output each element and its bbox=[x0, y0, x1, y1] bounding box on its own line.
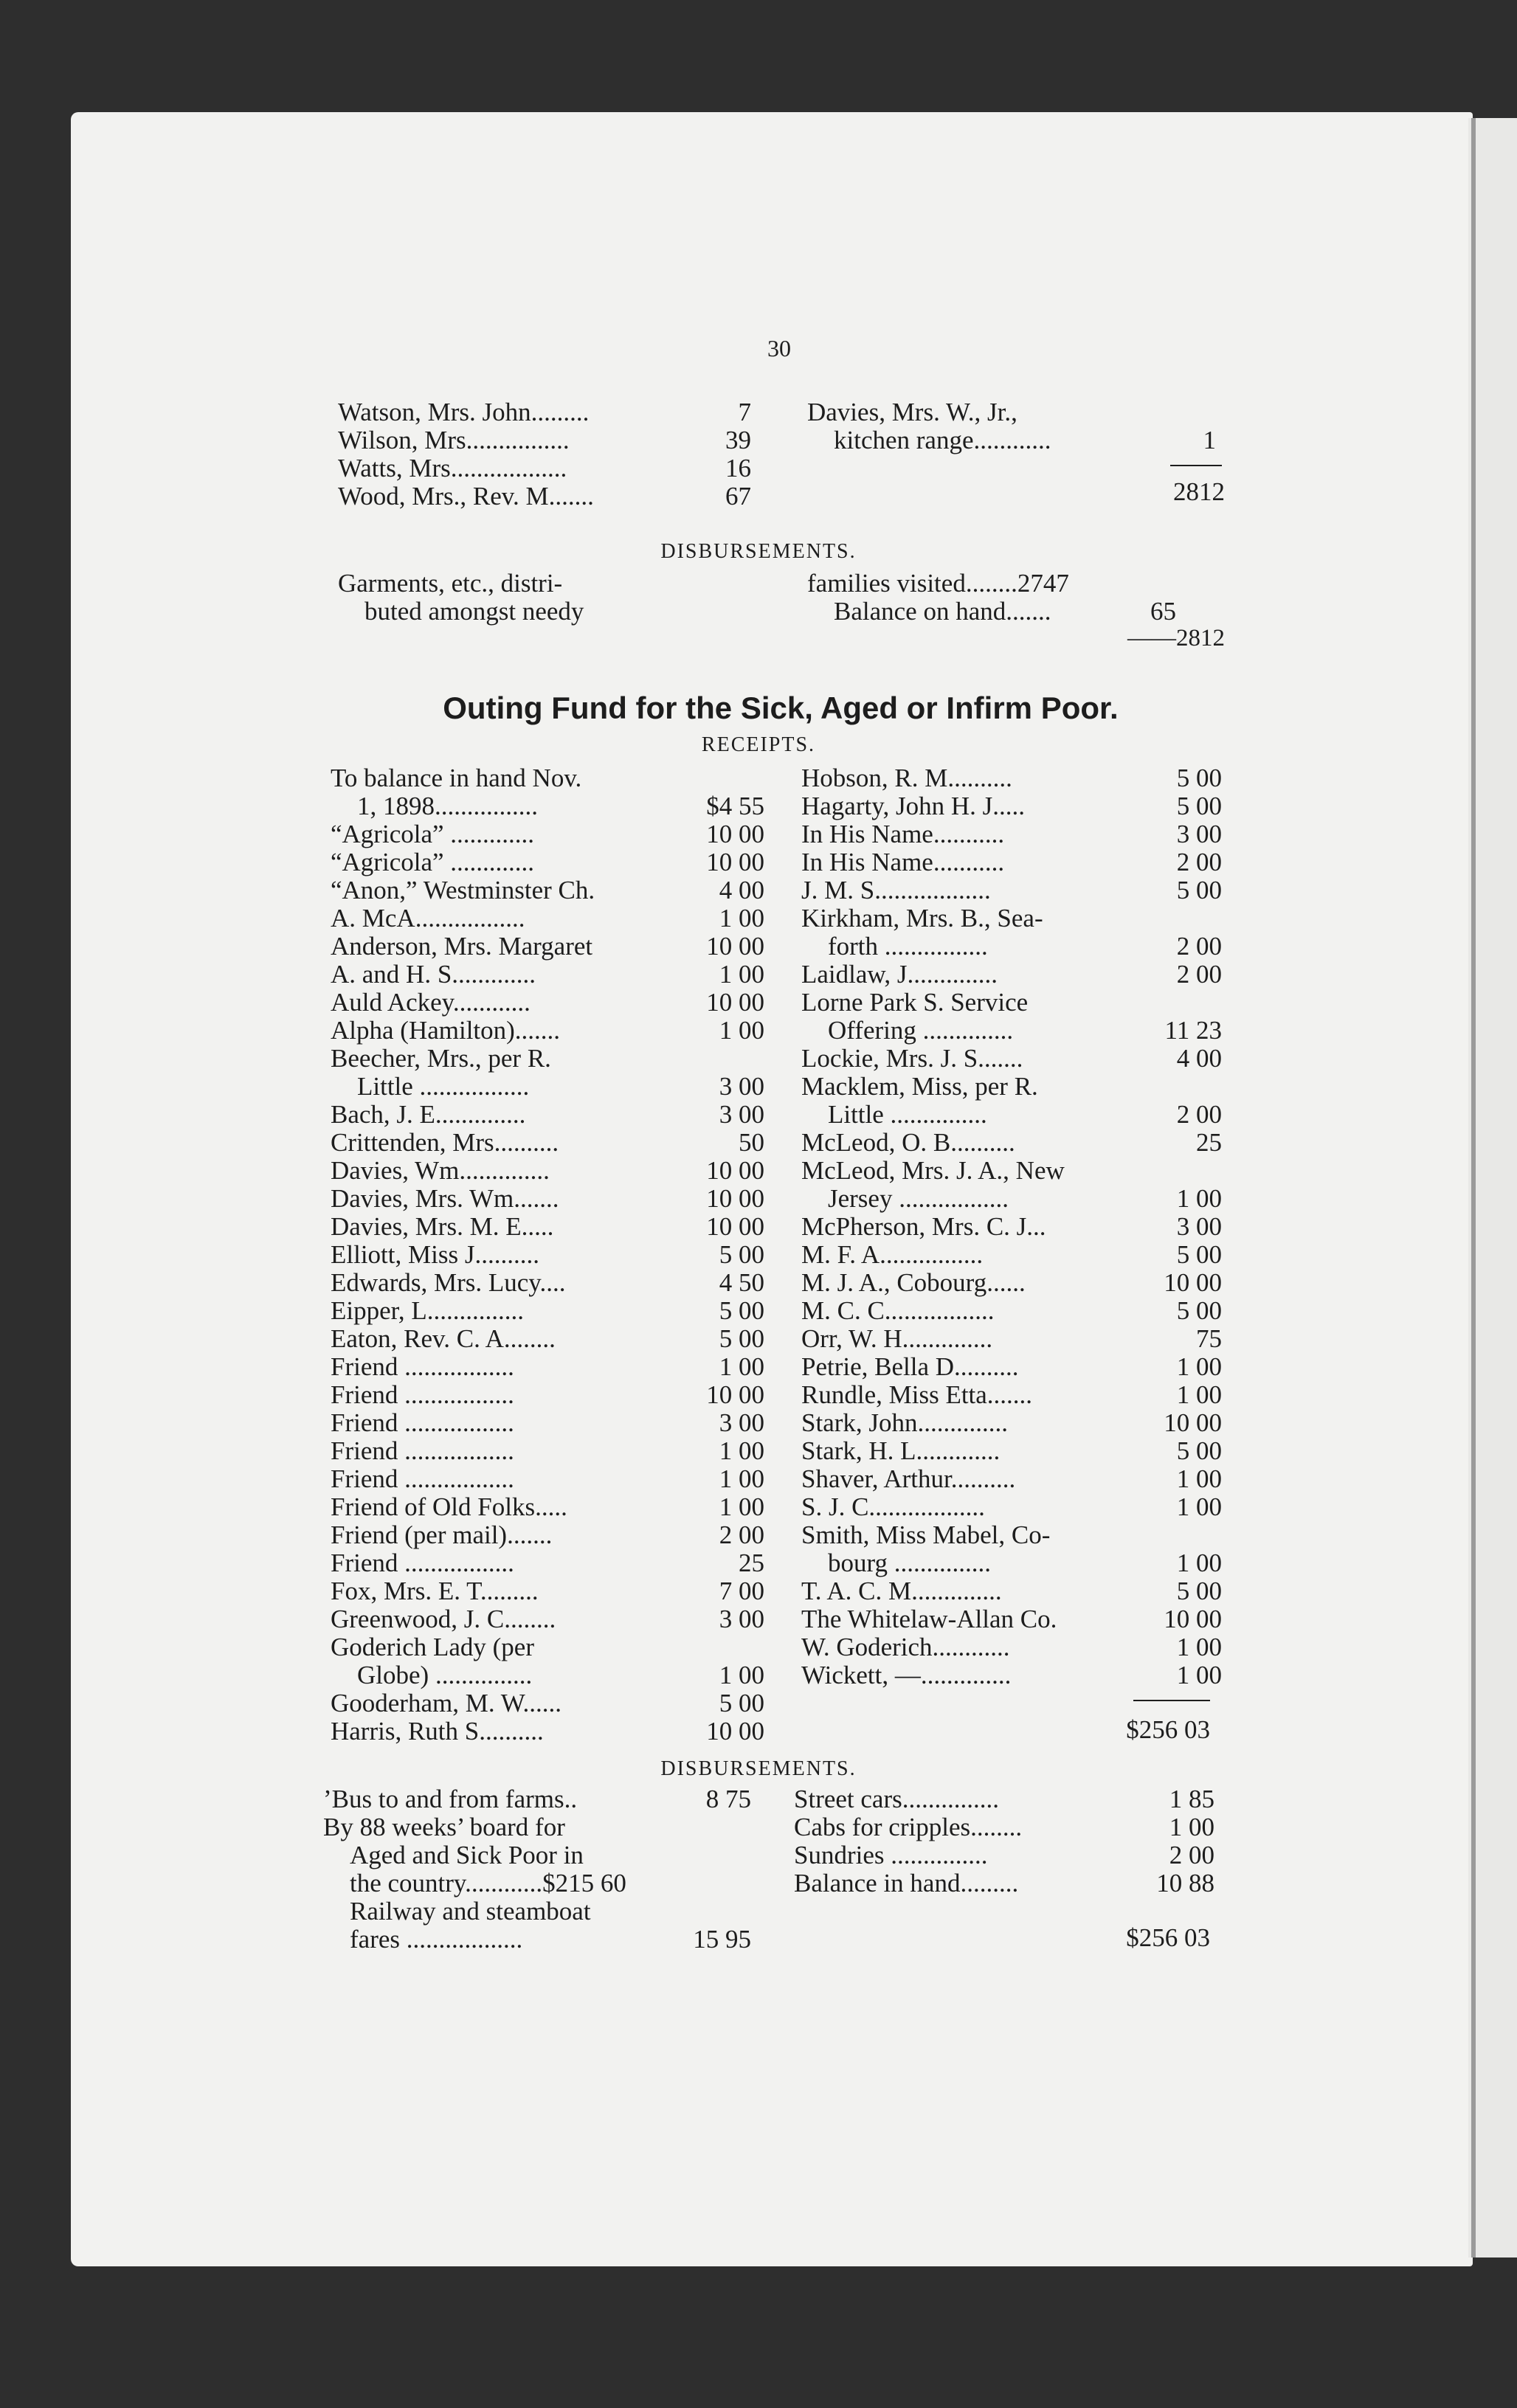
entry-amount: 11 23 bbox=[1164, 1016, 1222, 1045]
entry-name: Stark, H. L............. bbox=[801, 1437, 1001, 1465]
receipt-row bbox=[357, 1661, 764, 1689]
entry-name: Greenwood, J. C........ bbox=[331, 1605, 556, 1633]
page-number: 30 bbox=[767, 335, 791, 361]
entry-name: Wilson, Mrs................ bbox=[338, 426, 570, 454]
entry-name: Railway and steamboat bbox=[350, 1897, 591, 1926]
entry-amount: 3 00 bbox=[1176, 1212, 1222, 1241]
entry-amount: 1 00 bbox=[719, 960, 764, 989]
receipt-row bbox=[331, 820, 764, 848]
entry-amount: 7 bbox=[738, 398, 751, 426]
entry-amount: 1 00 bbox=[1176, 1464, 1222, 1493]
entry-name: McLeod, Mrs. J. A., New bbox=[801, 1157, 1065, 1185]
receipt-row bbox=[801, 1493, 1222, 1521]
receipt-row bbox=[331, 1605, 764, 1633]
contributor-row bbox=[834, 426, 1216, 454]
receipt-row bbox=[801, 1409, 1222, 1437]
entry-name: Bach, J. E.............. bbox=[331, 1101, 526, 1129]
entry-amount: 1 00 bbox=[1176, 1661, 1222, 1689]
entry-amount: 75 bbox=[1196, 1324, 1222, 1353]
entry-amount: 10 00 bbox=[706, 820, 764, 848]
entry-name: The Whitelaw-Allan Co. bbox=[801, 1605, 1057, 1633]
receipt-row bbox=[828, 1185, 1222, 1213]
receipt-row bbox=[801, 876, 1222, 904]
entry-name: Little ............... bbox=[828, 1101, 987, 1129]
entry-name: 1, 1898................ bbox=[357, 792, 538, 820]
entry-amount: 2 00 bbox=[719, 1520, 764, 1549]
receipt-row bbox=[801, 1241, 1222, 1269]
receipt-row bbox=[331, 1409, 764, 1437]
entry-name: Beecher, Mrs., per R. bbox=[331, 1045, 551, 1073]
entry-amount: 10 00 bbox=[706, 1156, 764, 1185]
entry-amount: 3 00 bbox=[719, 1100, 764, 1129]
receipt-row bbox=[801, 904, 1222, 933]
entry-name: Hobson, R. M.......... bbox=[801, 764, 1012, 792]
receipt-row bbox=[801, 1213, 1222, 1241]
receipt-row bbox=[801, 1605, 1222, 1633]
entry-amount: 15 95 bbox=[693, 1925, 751, 1954]
entry-amount: 7 00 bbox=[719, 1577, 764, 1605]
receipt-row bbox=[331, 1521, 764, 1549]
entry-name: Wood, Mrs., Rev. M....... bbox=[338, 482, 594, 511]
entry-name: the country............$215 60 bbox=[350, 1869, 626, 1897]
entry-name: M. F. A................ bbox=[801, 1241, 984, 1269]
entry-amount: 3 00 bbox=[1176, 820, 1222, 848]
receipt-row bbox=[801, 1297, 1222, 1325]
receipt-row bbox=[331, 876, 764, 904]
receipt-row bbox=[331, 989, 764, 1017]
entry-amount: 5 00 bbox=[719, 1324, 764, 1353]
disbursement-row bbox=[350, 1897, 751, 1926]
receipt-row bbox=[801, 989, 1222, 1017]
page-gutter bbox=[1471, 118, 1476, 2258]
receipt-row bbox=[801, 961, 1222, 989]
entry-amount: 39 bbox=[725, 426, 751, 454]
entry-name: Sundries ............... bbox=[794, 1841, 988, 1869]
receipt-row bbox=[331, 1297, 764, 1325]
entry-name: A. and H. S............. bbox=[331, 961, 536, 989]
entry-name: Lockie, Mrs. J. S....... bbox=[801, 1045, 1023, 1073]
entry-name: fares .................. bbox=[350, 1926, 523, 1954]
entry-amount: 10 00 bbox=[706, 1184, 764, 1213]
entry-amount: 2 00 bbox=[1176, 848, 1222, 876]
receipt-row bbox=[331, 1101, 764, 1129]
entry-name: Friend ................. bbox=[331, 1437, 514, 1465]
receipt-row bbox=[331, 848, 764, 876]
receipt-row bbox=[801, 848, 1222, 876]
receipt-row bbox=[331, 933, 764, 961]
disbursement-row bbox=[794, 1813, 1214, 1841]
entry-amount: 25 bbox=[739, 1549, 764, 1577]
entry-name: Street cars............... bbox=[794, 1785, 999, 1813]
receipts-total: $256 03 bbox=[1126, 1715, 1210, 1744]
receipt-row bbox=[828, 933, 1222, 961]
contributor-row bbox=[807, 398, 1216, 426]
receipt-row bbox=[828, 1017, 1222, 1045]
disbursement-row bbox=[794, 1785, 1214, 1813]
entry-amount: 10 00 bbox=[706, 988, 764, 1017]
receipt-row bbox=[801, 1521, 1222, 1549]
entry-name: Auld Ackey............ bbox=[331, 989, 531, 1017]
contributor-row bbox=[338, 482, 751, 511]
entry-name: Harris, Ruth S.......... bbox=[331, 1717, 544, 1746]
disbursement-row bbox=[807, 570, 1176, 598]
entry-name: S. J. C.................. bbox=[801, 1493, 985, 1521]
entry-name: Eaton, Rev. C. A........ bbox=[331, 1325, 556, 1353]
entry-amount: 25 bbox=[1196, 1128, 1222, 1157]
entry-name: Lorne Park S. Service bbox=[801, 989, 1029, 1017]
entry-amount: 4 50 bbox=[719, 1268, 764, 1297]
entry-name: Davies, Mrs. M. E..... bbox=[331, 1213, 554, 1241]
entry-name: Shaver, Arthur.......... bbox=[801, 1465, 1016, 1493]
entry-name: A. McA................. bbox=[331, 904, 525, 933]
entry-name: Friend ................. bbox=[331, 1381, 514, 1409]
receipt-row bbox=[357, 1073, 764, 1101]
entry-amount: 5 00 bbox=[719, 1689, 764, 1717]
disbursement-row bbox=[323, 1785, 751, 1813]
receipt-row bbox=[801, 1661, 1222, 1689]
book-page bbox=[71, 112, 1473, 2266]
entry-name: M. J. A., Cobourg...... bbox=[801, 1269, 1026, 1297]
entry-amount: 4 00 bbox=[1176, 1044, 1222, 1073]
entry-name: Little ................. bbox=[357, 1073, 530, 1101]
entry-name: Edwards, Mrs. Lucy.... bbox=[331, 1269, 566, 1297]
entry-amount: 10 88 bbox=[1156, 1869, 1214, 1897]
entry-amount: 2 00 bbox=[1176, 1100, 1222, 1129]
entry-amount: 1 00 bbox=[1176, 1549, 1222, 1577]
top-total-rule bbox=[1170, 465, 1222, 466]
entry-name: Davies, Mrs. Wm....... bbox=[331, 1185, 559, 1213]
entry-name: Petrie, Bella D.......... bbox=[801, 1353, 1019, 1381]
section-title: Outing Fund for the Sick, Aged or Infirm Poor. bbox=[443, 691, 1119, 725]
entry-name: “Agricola” ............. bbox=[331, 820, 535, 848]
entry-amount: 10 00 bbox=[1164, 1268, 1222, 1297]
entry-name: In His Name........... bbox=[801, 848, 1005, 876]
entry-amount: 3 00 bbox=[719, 1605, 764, 1633]
receipt-row bbox=[331, 1213, 764, 1241]
receipt-row bbox=[331, 764, 764, 792]
entry-name: T. A. C. M.............. bbox=[801, 1577, 1002, 1605]
entry-name: Elliott, Miss J.......... bbox=[331, 1241, 539, 1269]
entry-name: Gooderham, M. W...... bbox=[331, 1689, 562, 1717]
entry-amount: 5 00 bbox=[1176, 1577, 1222, 1605]
receipt-row bbox=[331, 1689, 764, 1717]
entry-name: Cabs for cripples........ bbox=[794, 1813, 1023, 1841]
entry-amount: 1 00 bbox=[719, 1492, 764, 1521]
entry-amount: 16 bbox=[725, 454, 751, 482]
entry-name: kitchen range............ bbox=[834, 426, 1051, 454]
entry-amount: 5 00 bbox=[1176, 1240, 1222, 1269]
disbursement-row bbox=[834, 598, 1176, 626]
receipts-heading: RECEIPTS. bbox=[701, 733, 816, 756]
entry-amount: 1 00 bbox=[719, 1661, 764, 1689]
entry-amount: 1 00 bbox=[719, 1436, 764, 1465]
receipt-row bbox=[801, 820, 1222, 848]
entry-name: Friend ................. bbox=[331, 1465, 514, 1493]
entry-name: Watts, Mrs.................. bbox=[338, 454, 567, 482]
entry-amount: 10 00 bbox=[1164, 1605, 1222, 1633]
entry-amount: $4 55 bbox=[706, 792, 764, 820]
receipts-total-rule bbox=[1133, 1700, 1210, 1701]
receipt-row bbox=[331, 1129, 764, 1157]
disbursements-heading-1: DISBURSEMENTS. bbox=[660, 540, 857, 563]
entry-name: Balance in hand......... bbox=[794, 1869, 1019, 1897]
entry-name: In His Name........... bbox=[801, 820, 1005, 848]
entry-amount: 10 00 bbox=[706, 1212, 764, 1241]
contributor-row bbox=[338, 454, 751, 482]
disbursement-row bbox=[364, 598, 670, 626]
entry-amount: 1 00 bbox=[1176, 1633, 1222, 1661]
receipt-row bbox=[331, 1549, 764, 1577]
entry-name: To balance in hand Nov. bbox=[331, 764, 582, 792]
disbursement-row bbox=[338, 570, 670, 598]
entry-amount: 4 00 bbox=[719, 876, 764, 904]
entry-amount: 8 75 bbox=[705, 1785, 751, 1813]
receipt-row bbox=[331, 904, 764, 933]
entry-amount: 10 00 bbox=[706, 1380, 764, 1409]
entry-name: Friend ................. bbox=[331, 1409, 514, 1437]
disbursements-total: $256 03 bbox=[1126, 1923, 1210, 1952]
entry-amount: 1 00 bbox=[1176, 1492, 1222, 1521]
entry-name: Offering .............. bbox=[828, 1017, 1014, 1045]
entry-name: Laidlaw, J.............. bbox=[801, 961, 998, 989]
receipt-row bbox=[801, 792, 1222, 820]
entry-amount: 1 85 bbox=[1169, 1785, 1214, 1813]
entry-name: Eipper, L............... bbox=[331, 1297, 525, 1325]
entry-name: forth ................ bbox=[828, 933, 988, 961]
entry-name: Kirkham, Mrs. B., Sea- bbox=[801, 904, 1043, 933]
receipt-row bbox=[801, 1577, 1222, 1605]
disbursement-row bbox=[350, 1841, 751, 1869]
entry-name: Garments, etc., distri- bbox=[338, 570, 563, 598]
entry-name: W. Goderich............ bbox=[801, 1633, 1010, 1661]
entry-name: Hagarty, John H. J..... bbox=[801, 792, 1025, 820]
receipt-row bbox=[331, 1381, 764, 1409]
entry-name: Smith, Miss Mabel, Co- bbox=[801, 1521, 1051, 1549]
receipt-row bbox=[331, 1325, 764, 1353]
entry-name: Aged and Sick Poor in bbox=[350, 1841, 584, 1869]
entry-amount: 65 bbox=[1150, 597, 1176, 626]
entry-name: Goderich Lady (per bbox=[331, 1633, 534, 1661]
entry-amount: 5 00 bbox=[719, 1296, 764, 1325]
entry-name: “Agricola” ............. bbox=[331, 848, 535, 876]
entry-amount: 2 00 bbox=[1176, 932, 1222, 961]
entry-amount: 5 00 bbox=[1176, 792, 1222, 820]
entry-name: Friend of Old Folks..... bbox=[331, 1493, 567, 1521]
entry-name: Macklem, Miss, per R. bbox=[801, 1073, 1038, 1101]
disbursement-row bbox=[794, 1841, 1214, 1869]
entry-name: Davies, Mrs. W., Jr., bbox=[807, 398, 1017, 426]
entry-name: Friend ................. bbox=[331, 1353, 514, 1381]
entry-amount: 1 00 bbox=[719, 1016, 764, 1045]
receipt-row bbox=[331, 1157, 764, 1185]
disbursement-row bbox=[323, 1813, 751, 1841]
entry-amount: 1 00 bbox=[1176, 1380, 1222, 1409]
receipt-row bbox=[331, 961, 764, 989]
entry-amount: 5 00 bbox=[1176, 1296, 1222, 1325]
entry-amount: 1 bbox=[1203, 426, 1216, 454]
entry-amount: 5 00 bbox=[1176, 764, 1222, 792]
entry-amount: 5 00 bbox=[1176, 876, 1222, 904]
entry-amount: 10 00 bbox=[1164, 1408, 1222, 1437]
top-total: 2812 bbox=[1173, 477, 1225, 506]
entry-name: Watson, Mrs. John......... bbox=[338, 398, 590, 426]
receipt-row bbox=[801, 1045, 1222, 1073]
entry-name: J. M. S.................. bbox=[801, 876, 991, 904]
entry-amount: 1 00 bbox=[1176, 1184, 1222, 1213]
receipt-row bbox=[331, 1633, 764, 1661]
receipt-row bbox=[331, 1577, 764, 1605]
receipt-row bbox=[801, 1353, 1222, 1381]
entry-name: buted amongst needy bbox=[364, 598, 584, 626]
receipt-row bbox=[331, 1241, 764, 1269]
receipt-row bbox=[331, 1353, 764, 1381]
entry-amount: 5 00 bbox=[719, 1240, 764, 1269]
receipt-row bbox=[331, 1017, 764, 1045]
entry-amount: 10 00 bbox=[706, 932, 764, 961]
entry-amount: 10 00 bbox=[706, 848, 764, 876]
receipt-row bbox=[801, 1073, 1222, 1101]
entry-name: McLeod, O. B.......... bbox=[801, 1129, 1015, 1157]
entry-amount: 1 00 bbox=[719, 1464, 764, 1493]
receipt-row bbox=[801, 1381, 1222, 1409]
receipt-row bbox=[801, 764, 1222, 792]
entry-name: Wickett, —.............. bbox=[801, 1661, 1012, 1689]
receipt-row bbox=[331, 1717, 764, 1746]
entry-name: Friend (per mail)....... bbox=[331, 1521, 553, 1549]
entry-name: Crittenden, Mrs.......... bbox=[331, 1129, 559, 1157]
entry-name: Balance on hand....... bbox=[834, 598, 1051, 626]
entry-amount: 67 bbox=[725, 482, 751, 511]
receipt-row bbox=[801, 1437, 1222, 1465]
entry-amount: 1 00 bbox=[719, 904, 764, 933]
contributor-row bbox=[338, 398, 751, 426]
entry-name: Stark, John.............. bbox=[801, 1409, 1008, 1437]
entry-name: Alpha (Hamilton)....... bbox=[331, 1017, 561, 1045]
entry-name: Globe) ............... bbox=[357, 1661, 533, 1689]
entry-amount: 50 bbox=[739, 1128, 764, 1157]
receipt-row bbox=[331, 1185, 764, 1213]
entry-name: Orr, W. H.............. bbox=[801, 1325, 993, 1353]
receipt-row bbox=[801, 1325, 1222, 1353]
receipt-row bbox=[331, 1465, 764, 1493]
entry-name: Friend ................. bbox=[331, 1549, 514, 1577]
receipt-row bbox=[801, 1157, 1222, 1185]
receipt-row bbox=[801, 1129, 1222, 1157]
entry-name: Rundle, Miss Etta....... bbox=[801, 1381, 1033, 1409]
receipt-row bbox=[828, 1101, 1222, 1129]
entry-amount: 10 00 bbox=[706, 1717, 764, 1746]
disbursements-heading-2: DISBURSEMENTS. bbox=[660, 1757, 857, 1780]
entry-amount: 5 00 bbox=[1176, 1436, 1222, 1465]
entry-name: By 88 weeks’ board for bbox=[323, 1813, 565, 1841]
receipt-row bbox=[801, 1465, 1222, 1493]
entry-name: Anderson, Mrs. Margaret bbox=[331, 933, 593, 961]
entry-name: Davies, Wm.............. bbox=[331, 1157, 550, 1185]
entry-amount: 1 00 bbox=[1169, 1813, 1214, 1841]
receipt-row bbox=[357, 792, 764, 820]
entry-name: “Anon,” Westminster Ch. bbox=[331, 876, 595, 904]
disbursement-row bbox=[794, 1869, 1214, 1897]
receipt-row bbox=[331, 1493, 764, 1521]
entry-name: Jersey ................. bbox=[828, 1185, 1009, 1213]
disbursements-1-total: ——2812 bbox=[1127, 625, 1225, 651]
receipt-row bbox=[331, 1437, 764, 1465]
receipt-row bbox=[801, 1633, 1222, 1661]
entry-name: McPherson, Mrs. C. J... bbox=[801, 1213, 1046, 1241]
receipt-row bbox=[331, 1269, 764, 1297]
entry-name: bourg ............... bbox=[828, 1549, 992, 1577]
disbursement-row bbox=[350, 1926, 751, 1954]
entry-amount: 3 00 bbox=[719, 1408, 764, 1437]
entry-name: ’Bus to and from farms.. bbox=[323, 1785, 578, 1813]
entry-name: M. C. C................. bbox=[801, 1297, 995, 1325]
entry-amount: 1 00 bbox=[719, 1352, 764, 1381]
entry-amount: 2 00 bbox=[1176, 960, 1222, 989]
entry-name: families visited........2747 bbox=[807, 570, 1069, 598]
receipt-row bbox=[331, 1045, 764, 1073]
disbursement-row bbox=[350, 1869, 751, 1897]
entry-amount: 2 00 bbox=[1169, 1841, 1214, 1869]
entry-amount: 1 00 bbox=[1176, 1352, 1222, 1381]
entry-amount: 3 00 bbox=[719, 1072, 764, 1101]
entry-name: Fox, Mrs. E. T......... bbox=[331, 1577, 539, 1605]
receipt-row bbox=[828, 1549, 1222, 1577]
contributor-row bbox=[338, 426, 751, 454]
receipt-row bbox=[801, 1269, 1222, 1297]
